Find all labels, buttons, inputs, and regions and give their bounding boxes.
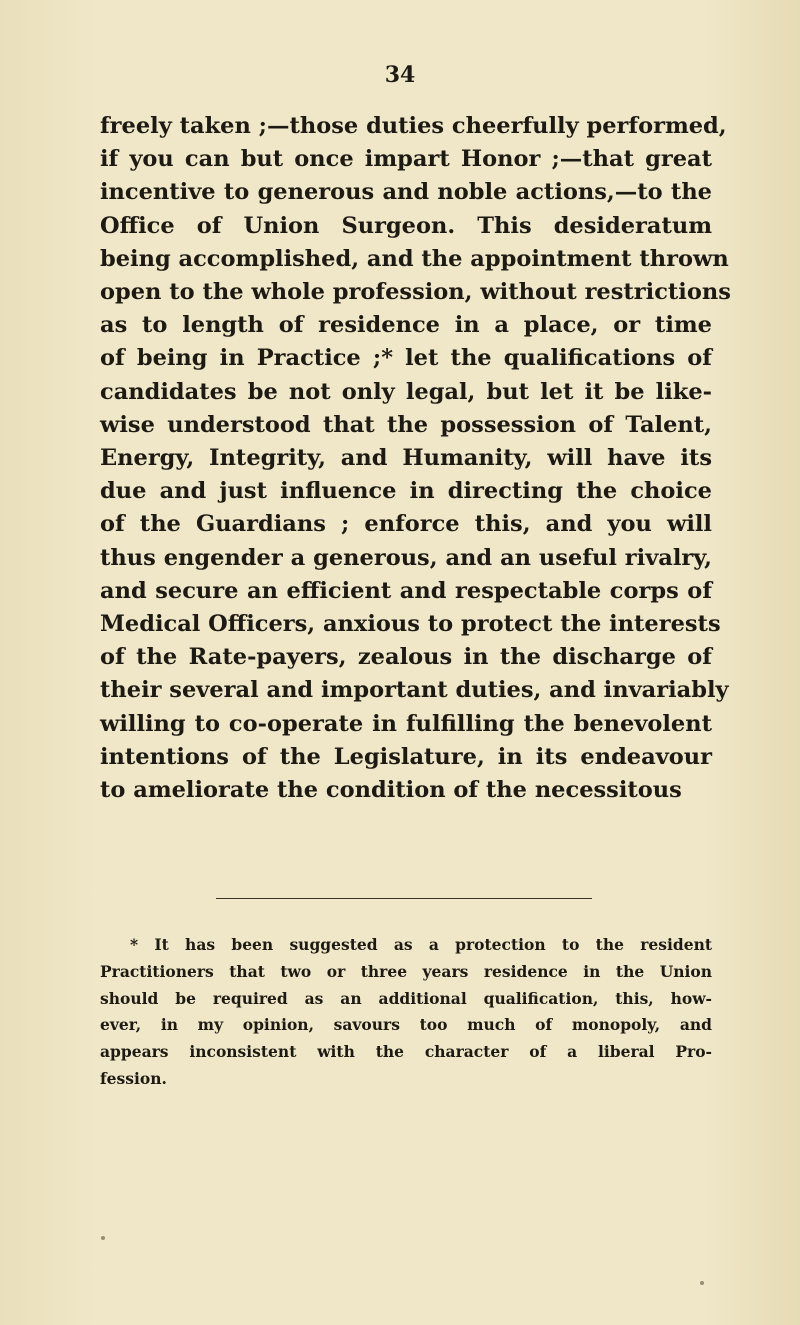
text-line: freely taken ;—those duties cheerfully performed, (100, 113, 727, 139)
text-line: due and just influence in directing the choice (100, 478, 712, 505)
text-line: being accomplished, and the appointment thrown (100, 245, 729, 272)
footnote-line: appears inconsistent with the character of a liberal Pro- (100, 1042, 712, 1062)
text-line: Energy, Integrity, and Humanity, will have its (100, 445, 712, 472)
text-line: incentive to generous and noble actions,—to the (100, 179, 712, 206)
text-line: open to the whole profession, without restrictions (100, 279, 731, 306)
text-line: of the Rate-payers, zealous in the discharge of (100, 644, 712, 671)
main-text (100, 110, 731, 807)
page-number: 34 (384, 62, 416, 88)
footnote-line: ever, in my opinion, savours too much of monopoly, and (100, 1015, 712, 1035)
footnote-line: fession. (100, 1068, 167, 1088)
text-line: their several and important duties, and invariably (100, 677, 729, 704)
text-line: if you can but once impart Honor ;—that great (100, 146, 712, 173)
paper-speck (700, 1281, 704, 1285)
text-line: of being in Practice ;* let the qualifications of (100, 345, 712, 372)
footnote-line: Practitioners that two or three years residence in the Union (100, 961, 712, 981)
text-line: candidates be not only legal, but let it be like- (100, 378, 712, 405)
footnote-line: * It has been suggested as a protection to the resident (130, 935, 712, 954)
text-line: willing to co-operate in fulfilling the benevolent (100, 710, 712, 737)
text-line: Office of Union Surgeon. This desideratum (100, 212, 712, 239)
text-line: thus engender a generous, and an useful rivalry, (100, 544, 712, 571)
text-line: to ameliorate the condition of the necessitous (100, 777, 682, 804)
text-line: and secure an efficient and respectable corps of (100, 577, 712, 604)
text-line: intentions of the Legislature, in its endeavour (100, 743, 712, 770)
footnote-divider (216, 898, 592, 899)
paper-speck (101, 1236, 105, 1240)
text-line: as to length of residence in a place, or time (100, 312, 712, 339)
text-line: wise understood that the possession of Talent, (100, 411, 712, 438)
text-line: of the Guardians ; enforce this, and you will (100, 511, 712, 538)
text-line: Medical Officers, anxious to protect the interests (100, 611, 721, 638)
footnote-line: should be required as an additional qualification, this, how- (100, 988, 712, 1008)
footnote (100, 932, 712, 1093)
